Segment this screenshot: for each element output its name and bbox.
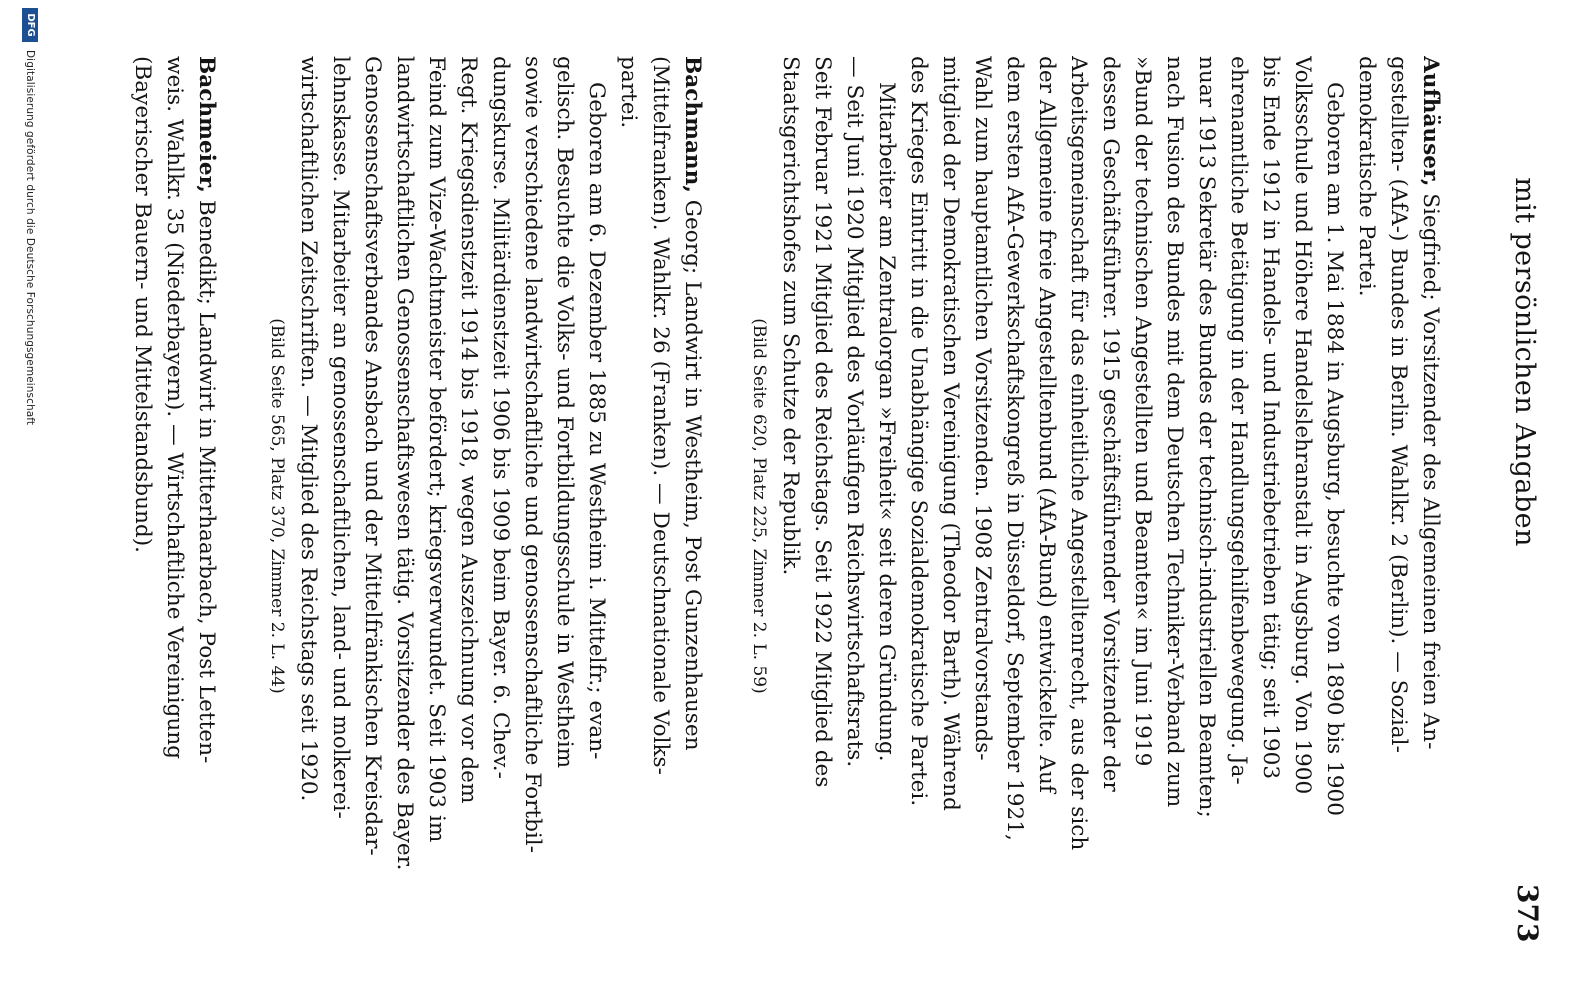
text-line: partei. xyxy=(616,56,641,129)
text-line: Staatsgerichtshofes zum Schutze der Republik. xyxy=(778,56,803,576)
text-line: landwirtschaftlichen Genossenschaftswesen tätig. Vorsitzender des Bayer. xyxy=(392,56,417,871)
page-number: 373 xyxy=(1511,884,1544,943)
text-line: (Bayerischer Bauern- und Mittelstandsbund). xyxy=(130,56,155,553)
text-line: »Bund der technischen Angestellten und Beamten« im Juni 1919 xyxy=(1130,56,1155,767)
text-line: Volksschule und Höhere Handelslehranstalt in Augsburg. Von 1900 xyxy=(1290,56,1315,795)
biography-entry-bachmann xyxy=(262,56,708,956)
text-line: — Seit Juni 1920 Mitglied des Vorläufigen Reichswirtschaftsrats. xyxy=(842,56,867,768)
person-name: Aufhäuser, xyxy=(1418,56,1443,187)
running-header-title: mit persönlichen Angaben xyxy=(1509,177,1540,547)
entry-first-line: Aufhäuser, Siegfried; Vorsitzender des Allgemeinen freien An- xyxy=(1418,56,1443,750)
text-line: dungskurse. Militärdienstzeit 1906 bis 1909 beim Bayer. 6. Chev.- xyxy=(488,56,513,779)
biography-entry-bachmeier xyxy=(126,56,222,956)
text-line: Wahl zum hauptamtlichen Vorsitzenden. 1908 Zentralvorstands- xyxy=(970,56,995,761)
text-line: mitglied der Demokratischen Vereinigung (Theodor Barth). Während xyxy=(938,56,963,811)
photo-seat-reference: (Bild Seite 565, Platz 370, Zimmer 2. L. 44) xyxy=(267,318,287,694)
text-line: nach Fusion des Bundes mit dem Deutschen Techniker-Verband zum xyxy=(1162,56,1187,808)
text-line: Geboren am 1. Mai 1884 in Augsburg, besuchte von 1890 bis 1900 xyxy=(1322,82,1347,816)
person-name: Bachmann, xyxy=(680,56,705,193)
text-line: sowie verschiedene landwirtschaftliche und genossenschaftliche Fortbil- xyxy=(520,56,545,853)
digitization-funding-note: Digitalisierung gefördert durch die Deutsche Forschungsgemeinschaft xyxy=(24,50,36,426)
text-line: bis Ende 1912 in Handels- und Industriebetrieben tätig; seit 1903 xyxy=(1258,56,1283,780)
text-line: dessen Geschäftsführer. 1915 geschäftsführender Vorsitzender der xyxy=(1098,56,1123,792)
text-line: Seit Februar 1921 Mitglied des Reichstags. Seit 1922 Mitglied des xyxy=(810,56,835,788)
text-line: wirtschaftlichen Zeitschriften. — Mitglied des Reichstags seit 1920. xyxy=(296,56,321,802)
text-line: (Mittelfranken). Wahlkr. 26 (Franken). — Deutschnationale Volks- xyxy=(648,56,673,775)
text-line: lehnskasse. Mitarbeiter an genossenschaftlichen, land- und molkerei- xyxy=(328,56,353,819)
entry-first-line: Bachmann, Georg; Landwirt in Westheim, Post Gunzenhausen xyxy=(680,56,705,751)
text-line: Genossenschaftsverbandes Ansbach und der Mittelfränkischen Kreisdar- xyxy=(360,56,385,856)
text-line: des Krieges Eintritt in die Unabhängige Sozialdemokratische Partei. xyxy=(906,56,931,807)
text-line: dem ersten AfA-Gewerkschaftskongreß in Düsseldorf, September 1921, xyxy=(1002,56,1027,841)
text-line: Mitarbeiter am Zentralorgan »Freiheit« seit deren Gründung. xyxy=(874,82,899,762)
text-line: der Allgemeine freie Angestelltenbund (AfA-Bund) entwickelte. Auf xyxy=(1034,56,1059,793)
dfg-logo-icon: DFG xyxy=(22,8,38,42)
biography-entry-aufhaeuser xyxy=(744,56,1446,956)
text-line: Geboren am 6. Dezember 1885 zu Westheim i. Mittelfr.; evan- xyxy=(584,82,609,760)
entry-first-line: Bachmeier, Benedikt; Landwirt in Mitterhaarbach, Post Letten- xyxy=(194,56,219,764)
text-line: Feind zum Vize-Wachtmeister befördert; kriegsverwundet. Seit 1903 im xyxy=(424,56,449,843)
text-line: ehrenamtliche Betätigung in der Handlungsgehilfenbewegung. Ja- xyxy=(1226,56,1251,785)
text-line: gestellten- (AfA-) Bundes in Berlin. Wahlkr. 2 (Berlin). — Sozial- xyxy=(1386,56,1411,753)
person-name: Bachmeier, xyxy=(194,56,219,193)
text-line: weis. Wahlkr. 35 (Niederbayern). — Wirtschaftliche Vereinigung xyxy=(162,56,187,760)
text-line: demokratische Partei. xyxy=(1354,56,1379,297)
text-line: nuar 1913 Sekretär des Bundes der technisch-industriellen Beamten; xyxy=(1194,56,1219,818)
text-line: Arbeitsgemeinschaft für das einheitliche Angestelltenrecht, aus der sich xyxy=(1066,56,1091,851)
text-line: gelisch. Besuchte die Volks- und Fortbildungsschule in Westheim xyxy=(552,56,577,769)
text-line: Regt. Kriegsdienstzeit 1914 bis 1918, wegen Auszeichnung vor dem xyxy=(456,56,481,804)
photo-seat-reference: (Bild Seite 620, Platz 225, Zimmer 2. L. 59) xyxy=(749,318,769,694)
